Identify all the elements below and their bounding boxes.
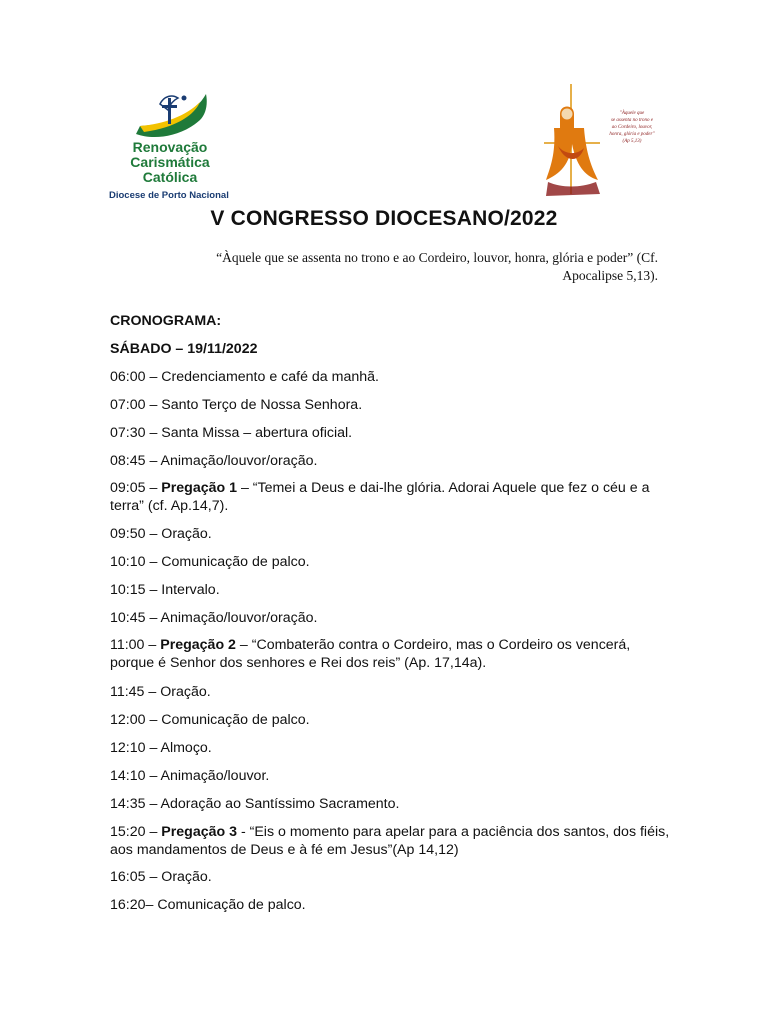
schedule-item bbox=[110, 767, 670, 785]
schedule-time: 09:50 – bbox=[110, 526, 162, 542]
schedule-time: 10:10 – bbox=[110, 554, 162, 570]
heading-sabado: SÁBADO – 19/11/2022 bbox=[110, 341, 258, 357]
schedule-time: 10:45 – bbox=[110, 610, 161, 626]
congress-logo bbox=[540, 84, 660, 200]
schedule-item bbox=[110, 896, 670, 914]
schedule-time: 08:45 – bbox=[110, 453, 161, 469]
schedule-text: Oração. bbox=[161, 869, 212, 885]
schedule-item bbox=[110, 711, 670, 729]
schedule-bold: Pregação 3 bbox=[161, 824, 237, 840]
schedule-text: Adoração ao Santíssimo Sacramento. bbox=[160, 796, 400, 812]
logo-quote-line: "Àquele que bbox=[619, 111, 645, 116]
schedule-item bbox=[110, 479, 670, 515]
schedule-item bbox=[110, 396, 670, 414]
schedule-text: – Comunicação de palco. bbox=[145, 897, 306, 913]
schedule-time: 11:00 – bbox=[110, 637, 161, 653]
schedule-text: – “Combaterão contra o Cordeiro, mas o Cordeiro os vencerá, porque é Senhor dos senhores e Rei dos reis” (Ap. 17,14a). bbox=[110, 637, 631, 671]
schedule-item bbox=[110, 452, 670, 470]
schedule-text: Credenciamento e café da manhã. bbox=[161, 369, 379, 385]
schedule-item bbox=[110, 553, 670, 571]
schedule-item bbox=[110, 683, 670, 701]
epigraph-line-2: Apocalipse 5,13). bbox=[562, 268, 658, 283]
schedule-item bbox=[110, 636, 670, 672]
logo-line-catolica: Católica bbox=[142, 169, 198, 185]
schedule-item bbox=[110, 525, 670, 543]
schedule-time: 12:00 – bbox=[110, 712, 162, 728]
logo-quote-line: honra, glória e poder" bbox=[609, 132, 655, 137]
schedule-time: 16:05 – bbox=[110, 869, 162, 885]
heading-cronograma: CRONOGRAMA: bbox=[110, 313, 222, 329]
schedule-time: 06:00 – bbox=[110, 369, 162, 385]
page-title: V CONGRESSO DIOCESANO/2022 bbox=[210, 207, 558, 230]
schedule-time: 14:10 – bbox=[110, 768, 161, 784]
schedule-item bbox=[110, 424, 670, 442]
schedule-text: - “Eis o momento para apelar para a paciência dos santos, dos fiéis, aos mandamentos de Deus e à fé em Jesus”(Ap 14,12) bbox=[110, 824, 670, 858]
schedule-text: Santo Terço de Nossa Senhora. bbox=[161, 397, 363, 413]
schedule-item bbox=[110, 368, 670, 386]
schedule-text: Almoço. bbox=[160, 740, 212, 756]
schedule-text: Oração. bbox=[161, 526, 212, 542]
schedule-text: Animação/louvor. bbox=[160, 768, 270, 784]
logo-quote-line: se assenta no trono e bbox=[610, 118, 654, 123]
schedule-time: 15:20 – bbox=[110, 824, 162, 840]
schedule-text: Comunicação de palco. bbox=[161, 554, 310, 570]
logo-line-diocese: Diocese de Porto Nacional bbox=[109, 190, 229, 201]
schedule-item bbox=[110, 868, 670, 886]
schedule-item bbox=[110, 739, 670, 757]
schedule-bold: Pregação 1 bbox=[161, 480, 237, 496]
schedule-text: Animação/louvor/oração. bbox=[160, 453, 318, 469]
schedule-time: 10:15 – bbox=[110, 582, 162, 598]
schedule-text: Oração. bbox=[160, 684, 211, 700]
schedule-time: 07:30 – bbox=[110, 425, 162, 441]
schedule-time: 07:00 – bbox=[110, 397, 162, 413]
schedule-time: 14:35 – bbox=[110, 796, 161, 812]
schedule-time: 12:10 – bbox=[110, 740, 161, 756]
logo-line-carismatica: Carismática bbox=[130, 154, 210, 170]
logo-quote-line: (Ap 5,13) bbox=[622, 139, 642, 144]
logo-quote-text bbox=[602, 110, 662, 145]
lamb-throne-art-icon bbox=[540, 84, 604, 200]
schedule-time: 16:20 bbox=[110, 897, 146, 913]
rcc-dove-flag-icon bbox=[134, 90, 210, 140]
schedule-time: 11:45 – bbox=[110, 684, 161, 700]
logo-line-renovacao: Renovação bbox=[132, 139, 208, 155]
schedule-text: Comunicação de palco. bbox=[161, 712, 310, 728]
logo-quote-line: ao Cordeiro, louvor, bbox=[611, 125, 653, 130]
epigraph-line-1: “Àquele que se assenta no trono e ao Cordeiro, louvor, honra, glória e poder” (Cf. bbox=[216, 250, 658, 265]
schedule-text: Animação/louvor/oração. bbox=[160, 610, 318, 626]
rcc-logo bbox=[108, 88, 236, 206]
schedule-text: – “Temei a Deus e dai-lhe glória. Adorai Aquele que fez o céu e a terra” (cf. Ap.14,7). bbox=[110, 480, 650, 514]
schedule-item bbox=[110, 823, 670, 859]
schedule-text: Santa Missa – abertura oficial. bbox=[161, 425, 353, 441]
schedule-time: 09:05 – bbox=[110, 480, 162, 496]
schedule-item bbox=[110, 581, 670, 599]
schedule-bold: Pregação 2 bbox=[160, 637, 236, 653]
epigraph bbox=[140, 249, 658, 285]
schedule-text: Intervalo. bbox=[161, 582, 220, 598]
schedule-item bbox=[110, 609, 670, 627]
schedule-item bbox=[110, 795, 670, 813]
